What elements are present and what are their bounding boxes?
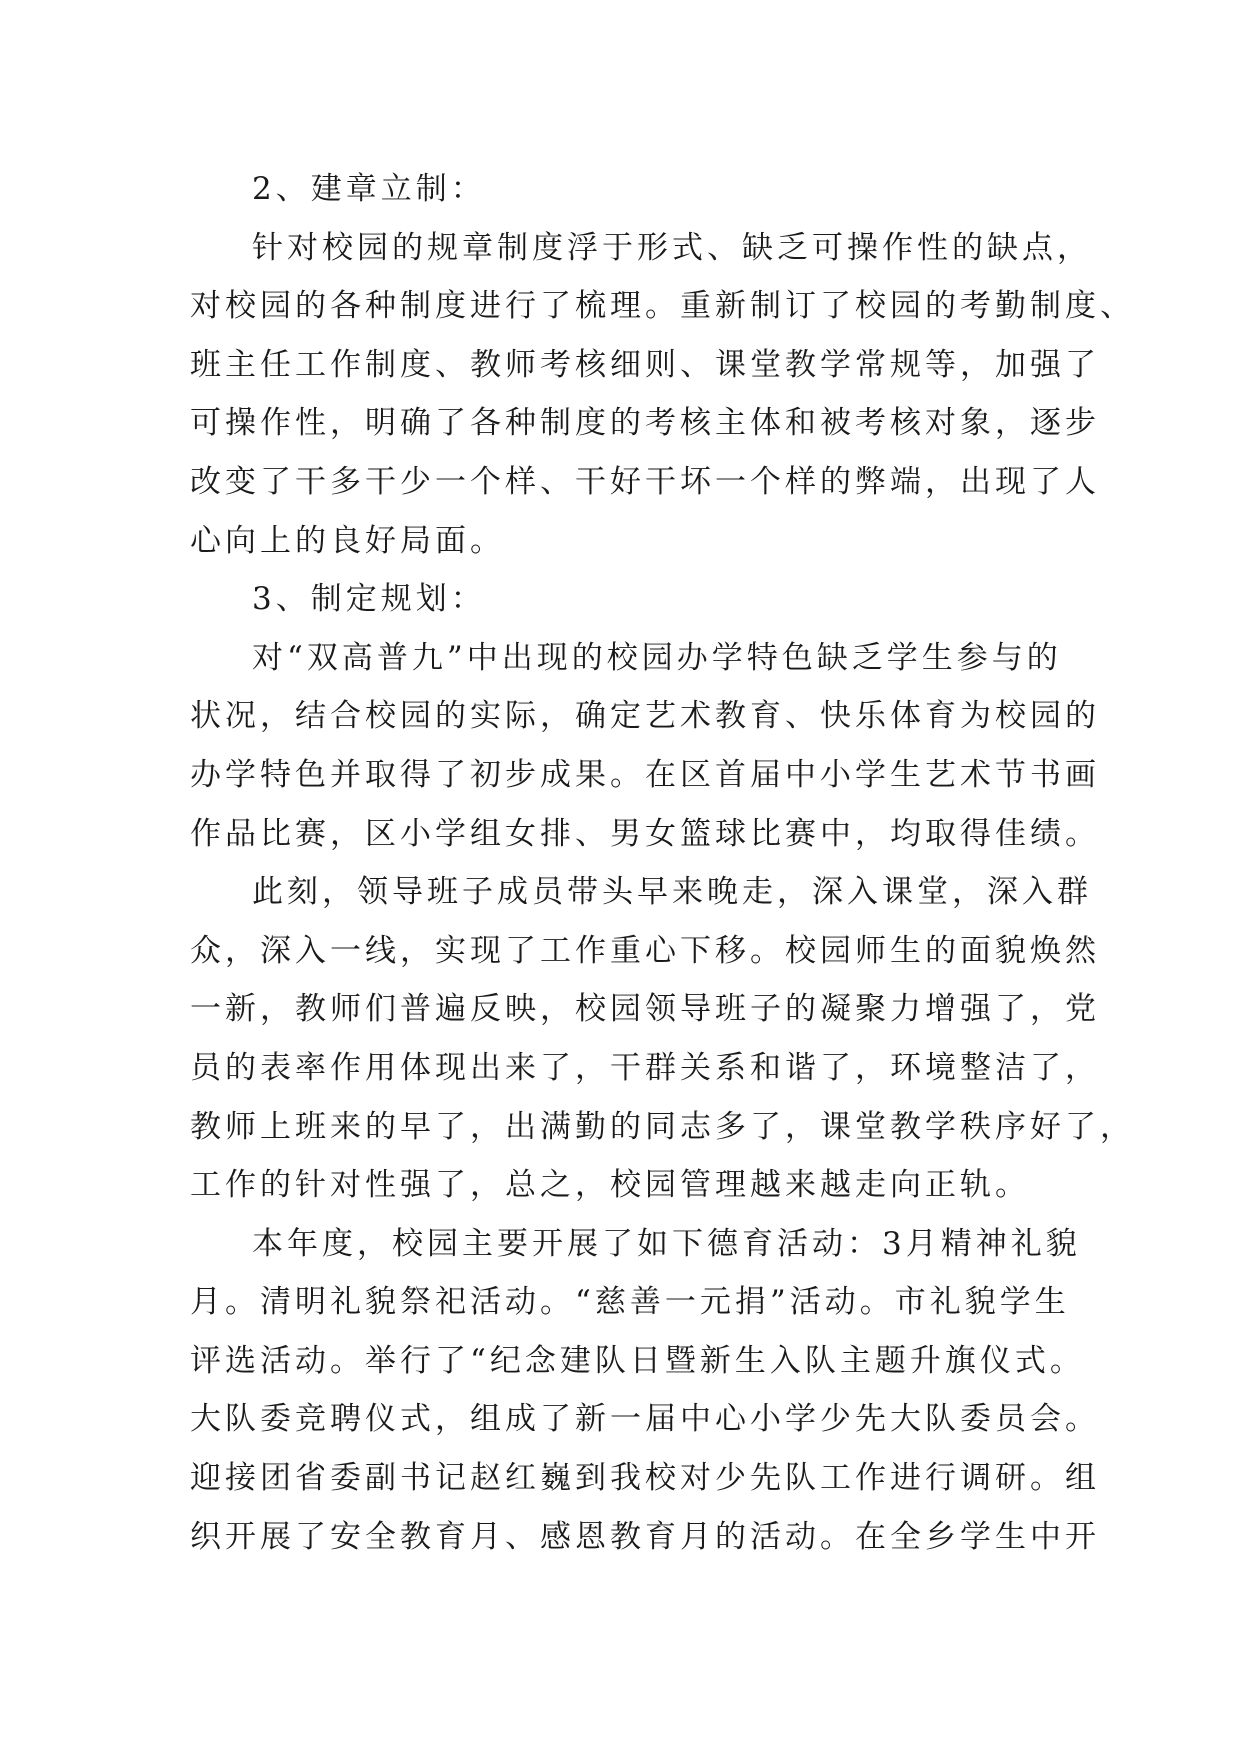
text-line: 大队委竞聘仪式，组成了新一届中心小学少先大队委员会。: [190, 1401, 1100, 1438]
text-line: 状况，结合校园的实际，确定艺术教育、快乐体育为校园的: [190, 698, 1100, 735]
text-line: 员的表率作用体现出来了，干群关系和谐了，环境整洁了，: [190, 1049, 1100, 1086]
text-line: 对“双高普九”中出现的校园办学特色缺乏学生参与的: [252, 639, 1062, 676]
text-line: 针对校园的规章制度浮于形式、缺乏可操作性的缺点，: [252, 229, 1092, 266]
text-line: 本年度，校园主要开展了如下德育活动：3月精神礼貌: [252, 1225, 1081, 1262]
text-line: 教师上班来的早了，出满勤的同志多了，课堂教学秩序好了，: [190, 1108, 1135, 1145]
text-line: 班主任工作制度、教师考核细则、课堂教学常规等，加强了: [190, 346, 1100, 383]
text-line: 可操作性，明确了各种制度的考核主体和被考核对象，逐步: [190, 405, 1100, 442]
text-line: 作品比赛，区小学组女排、男女篮球比赛中，均取得佳绩。: [190, 815, 1100, 852]
document-body: [190, 160, 1135, 1566]
text-line: 众，深入一线，实现了工作重心下移。校园师生的面貌焕然: [190, 932, 1100, 969]
text-line: 3、制定规划：: [252, 581, 486, 618]
text-line: 此刻，领导班子成员带头早来晚走，深入课堂，深入群: [252, 874, 1092, 911]
text-line: 对校园的各种制度进行了梳理。重新制订了校园的考勤制度、: [190, 288, 1135, 325]
text-line: 心向上的良好局面。: [190, 522, 505, 559]
text-line: 工作的针对性强了，总之，校园管理越来越走向正轨。: [190, 1167, 1030, 1204]
text-line: 月。清明礼貌祭祀活动。“慈善一元捐”活动。市礼貌学生: [190, 1284, 1070, 1321]
text-line: 办学特色并取得了初步成果。在区首届中小学生艺术节书画: [190, 756, 1100, 793]
text-line: 织开展了安全教育月、感恩教育月的活动。在全乡学生中开: [190, 1518, 1100, 1555]
text-line: 2、建章立制：: [252, 171, 486, 207]
text-line: 改变了干多干少一个样、干好干坏一个样的弊端，出现了人: [190, 463, 1100, 500]
text-line: 迎接团省委副书记赵红巍到我校对少先队工作进行调研。组: [190, 1460, 1100, 1497]
text-line: 评选活动。举行了“纪念建队日暨新生入队主题升旗仪式。: [190, 1342, 1085, 1379]
text-line: 一新，教师们普遍反映，校园领导班子的凝聚力增强了，党: [190, 991, 1100, 1028]
